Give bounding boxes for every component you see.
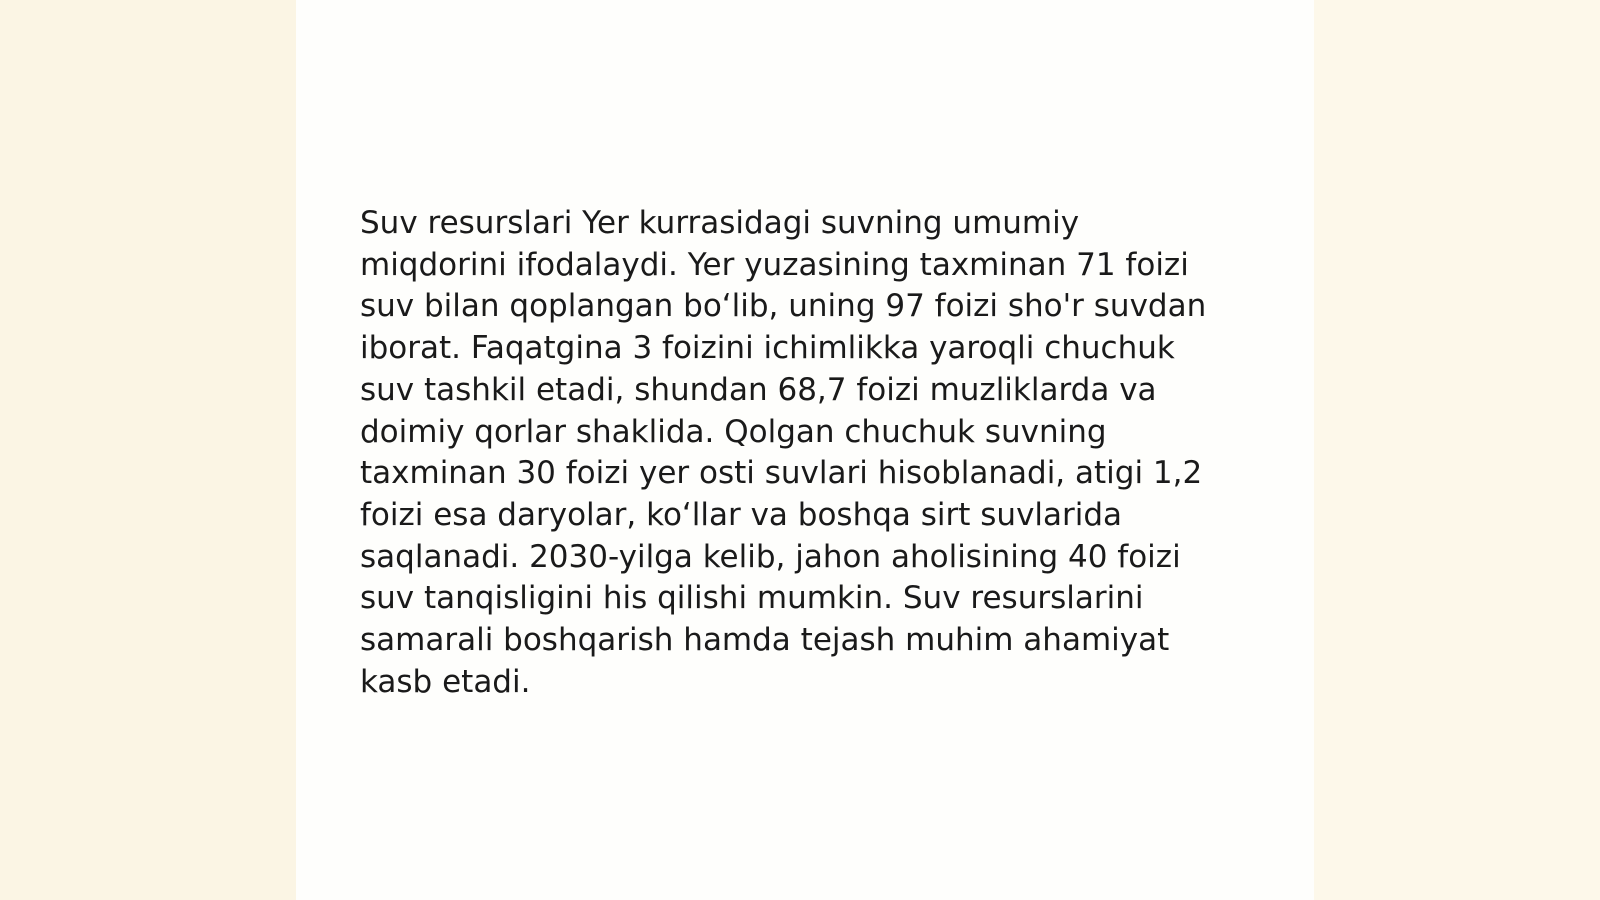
- text-line: suv tashkil etadi, shundan 68,7 foizi muzliklarda va: [360, 371, 1157, 408]
- text-line: taxminan 30 foizi yer osti suvlari hisoblanadi, atigi 1,2: [360, 455, 1203, 492]
- text-line: suv bilan qoplangan bo‘lib, uning 97 foizi sho'r suvdan: [360, 288, 1207, 325]
- left-margin-area: [0, 0, 296, 900]
- text-line: doimiy qorlar shaklida. Qolgan chuchuk suvning: [360, 413, 1107, 450]
- text-line: samarali boshqarish hamda tejash muhim ahamiyat: [360, 622, 1170, 659]
- text-line: iborat. Faqatgina 3 foizini ichimlikka yaroqli chuchuk: [360, 330, 1175, 367]
- text-line: miqdorini ifodalaydi. Yer yuzasining taxminan 71 foizi: [360, 246, 1189, 283]
- text-line: saqlanadi. 2030-yilga kelib, jahon aholisining 40 foizi: [360, 538, 1181, 575]
- right-margin-area: [1314, 0, 1600, 900]
- text-line: foizi esa daryolar, ko‘llar va boshqa sirt suvlarida: [360, 496, 1123, 533]
- body-paragraph: [360, 203, 1260, 703]
- text-line: Suv resurslari Yer kurrasidagi suvning umumiy: [360, 205, 1080, 241]
- text-line: kasb etadi.: [360, 663, 531, 700]
- slide-page: [296, 0, 1314, 900]
- text-line: suv tanqisligini his qilishi mumkin. Suv resurslarini: [360, 580, 1144, 617]
